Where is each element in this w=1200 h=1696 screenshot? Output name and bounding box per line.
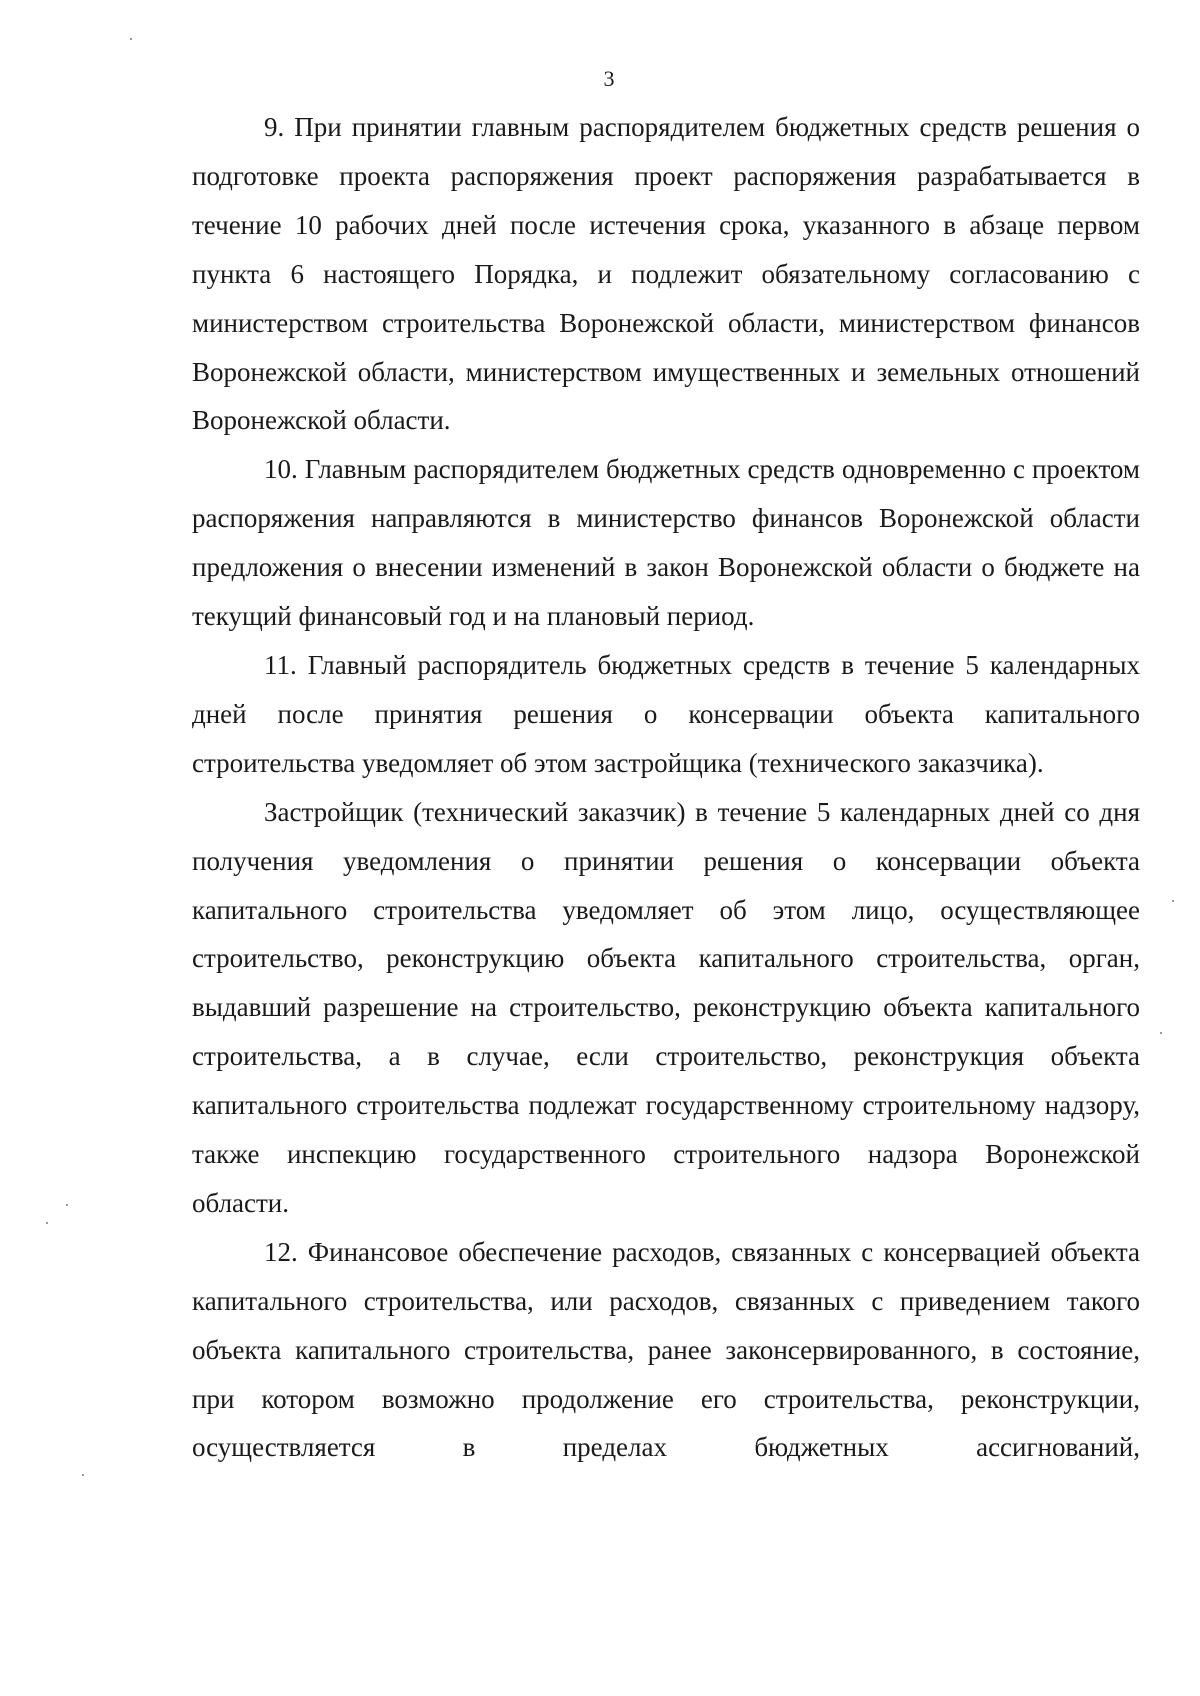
paragraph-11-continued: Застройщик (технический заказчик) в течение 5 календарных дней со дня получения уведомления о принятии решения о консервации объекта капитального строительства уведомляет об этом лицо, осуществляющее строительство, реконструкцию объекта капитального строительства, орган, выдавший разрешение на строительство, реконструкцию объекта капитального строительства, а в случае, если строительство, реконструкция объекта капитального строительства подлежат государственному строительному надзору, также инспекцию государственного строительного надзора Воронежской области. [192,796,1140,1218]
scan-speck [82,1474,84,1476]
scan-speck [46,1222,48,1224]
scan-speck [130,38,132,40]
scan-speck [1172,900,1174,902]
paragraph-9: 9. При принятии главным распорядителем бюджетных средств решения о подготовке проекта распоряжения проект распоряжения разрабатывается в течение 10 рабочих дней после истечения срока, указанного в абзаце первом пункта 6 настоящего Порядка, и подлежит обязательному согласованию с министерством строительства Воронежской области, министерством финансов Воронежской области, министерством имущественных и земельных отношений Воронежской области. [192,112,1140,436]
page-number: 3 [603,66,615,91]
document-body [192,103,1140,1472]
scan-speck [1160,1032,1162,1034]
paragraph-10: 10. Главным распорядителем бюджетных средств одновременно с проектом распоряжения направляются в министерство финансов Воронежской области предложения о внесении изменений в закон Воронежской области о бюджете на текущий финансовый год и на плановый период. [192,454,1140,632]
paragraph-11: 11. Главный распорядитель бюджетных средств в течение 5 календарных дней после принятия решения о консервации объекта капитального строительства уведомляет об этом застройщика (технического заказчика). [192,649,1140,778]
scan-speck [66,1204,68,1206]
paragraph-12: 12. Финансовое обеспечение расходов, связанных с консервацией объекта капитального строительства, или расходов, связанных с приведением такого объекта капитального строительства, ранее законсервированного, в состояние, при котором возможно продолжение его строительства, реконструкции, осуществляется в пределах бюджетных ассигнований, [192,1236,1140,1463]
